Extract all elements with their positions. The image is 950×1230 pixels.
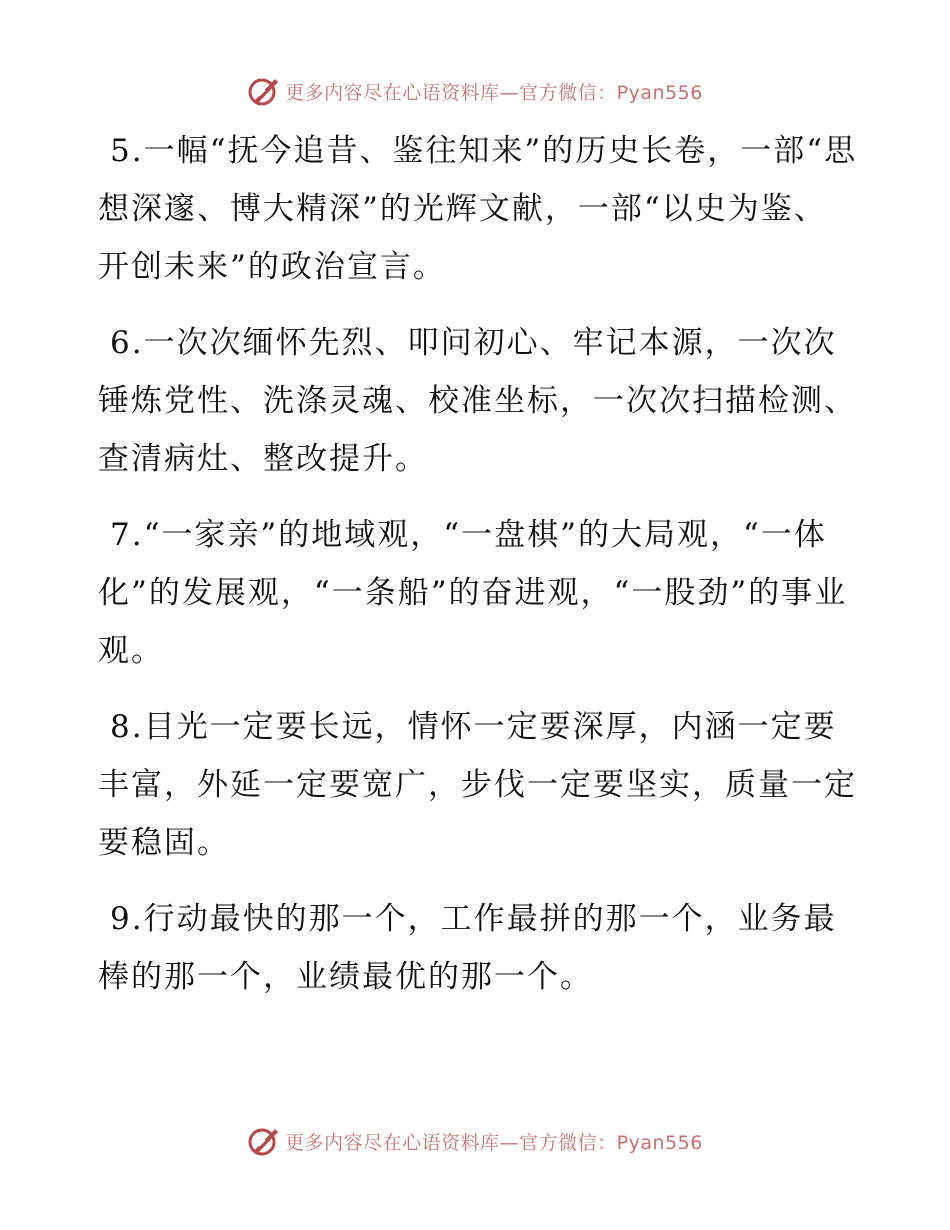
footer-watermark	[0, 1121, 950, 1161]
paragraph-5: 5.一幅“抚今追昔、鉴往知来”的历史长卷，一部“思想深邃、博大精深”的光辉文献，一部“以史为鉴、开创未来”的政治宣言。	[98, 133, 858, 285]
paragraph-7: 7.“一家亲”的地域观，“一盘棋”的大局观，“一体化”的发展观，“一条船”的奋进观，“一股劲”的事业观。	[98, 517, 848, 669]
footer-watermark-text: 更多内容尽在心语资料库—官方微信：Pyan556	[285, 1131, 703, 1154]
paragraph-9: 9.行动最快的那一个，工作最拼的那一个，业务最棒的那一个，业绩最优的那一个。	[98, 901, 837, 995]
paragraph-6: 6.一次次缅怀先烈、叩问初心、牢记本源，一次次锤炼党性、洗涤灵魂、校准坐标，一次次扫描检测、查清病灶、整改提升。	[98, 325, 857, 477]
document-body	[98, 122, 858, 1024]
header-watermark	[0, 71, 950, 111]
quill-logo-icon	[247, 1124, 281, 1158]
header-watermark-text: 更多内容尽在心语资料库—官方微信：Pyan556	[285, 81, 703, 104]
quill-logo-icon	[247, 74, 281, 108]
paragraph-8: 8.目光一定要长远，情怀一定要深厚，内涵一定要丰富，外延一定要宽广，步伐一定要坚实，质量一定要稳固。	[98, 709, 857, 861]
